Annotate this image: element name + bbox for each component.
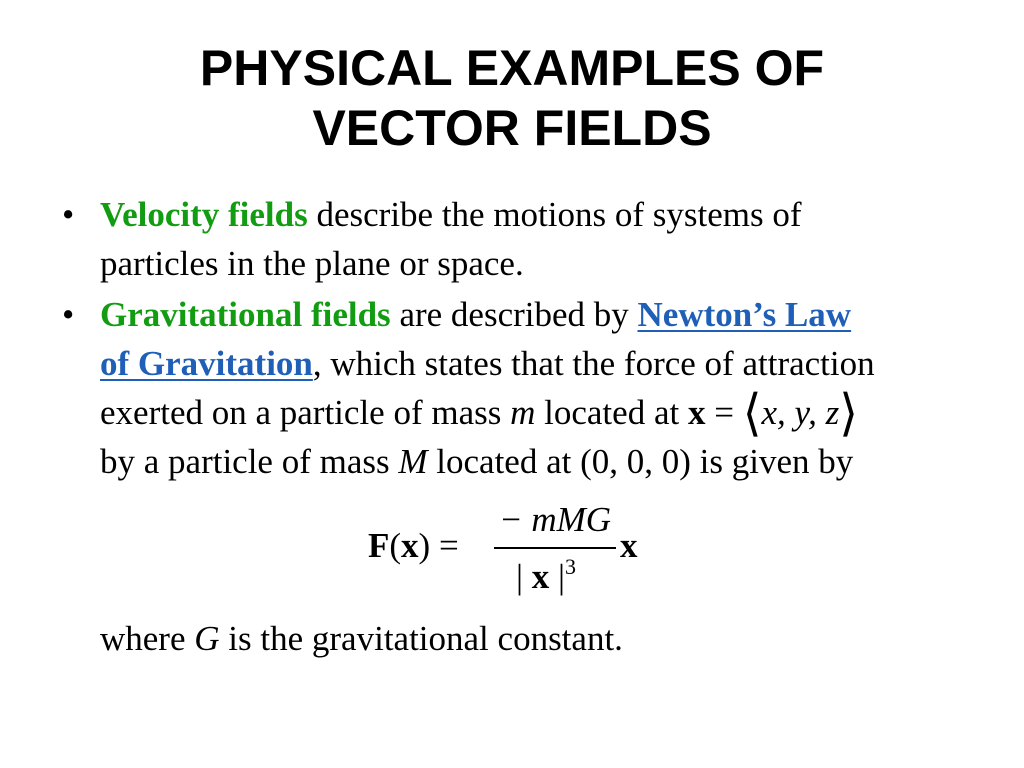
text-segment: located at (0, 0, 0) is given by (427, 442, 854, 481)
bullet-line: particles in the plane or space. (100, 244, 524, 283)
term-velocity-fields: Velocity fields (100, 195, 308, 234)
slide-title (0, 38, 1024, 158)
math-M: M (398, 442, 428, 481)
text-segment: is the gravitational constant. (219, 619, 623, 658)
fraction-bar (494, 547, 616, 549)
formula-denominator (516, 554, 576, 597)
abs-bar-left: | (516, 557, 532, 596)
math-equals: = (705, 393, 743, 432)
formula-lhs (368, 526, 459, 566)
text-segment: located at (535, 393, 688, 432)
text-segment: describe the motions of systems of (307, 195, 802, 234)
math-vector-x: x (687, 393, 706, 432)
bullet-line (100, 437, 1000, 486)
bullet-content (100, 190, 1000, 288)
text-segment: where (100, 619, 195, 658)
link-newtons-law[interactable]: Newton’s Law (637, 295, 852, 334)
angle-bracket-open: ⟨ (742, 385, 762, 442)
gravitational-constant-note (100, 614, 623, 663)
bullet-marker: • (62, 295, 75, 334)
abs-bar-right: | (549, 557, 566, 596)
math-F: F (368, 526, 390, 565)
formula-rhs-x: x (620, 526, 638, 565)
text-segment: are described by (390, 295, 638, 334)
link-of-gravitation[interactable]: of Gravitation (100, 344, 313, 383)
title-line-2: VECTOR FIELDS (312, 100, 712, 156)
bullet-content (100, 290, 1000, 486)
math-x: x (401, 526, 419, 565)
math-paren: ( (389, 526, 402, 565)
bullet-line (100, 385, 1000, 442)
title-line-1: PHYSICAL EXAMPLES OF (199, 40, 825, 96)
bullet-line (100, 190, 1000, 239)
exponent: 3 (565, 554, 577, 579)
math-vector-components: x, y, z (761, 393, 840, 432)
bullet-line (100, 339, 1000, 388)
angle-bracket-close: ⟩ (839, 385, 858, 442)
gravitation-formula (368, 500, 668, 600)
bullet-line (100, 290, 1000, 339)
bullet-marker: • (62, 195, 75, 234)
text-segment: , which states that the force of attraction (312, 344, 875, 383)
math-paren-equals: ) = (418, 526, 459, 565)
math-m: m (510, 393, 536, 432)
math-G: G (194, 619, 220, 658)
text-segment: by a particle of mass (100, 442, 399, 481)
text-segment: exerted on a particle of mass (100, 393, 511, 432)
term-gravitational-fields: Gravitational fields (100, 295, 391, 334)
formula-numerator: − mMG (498, 500, 612, 539)
math-x: x (531, 557, 550, 596)
